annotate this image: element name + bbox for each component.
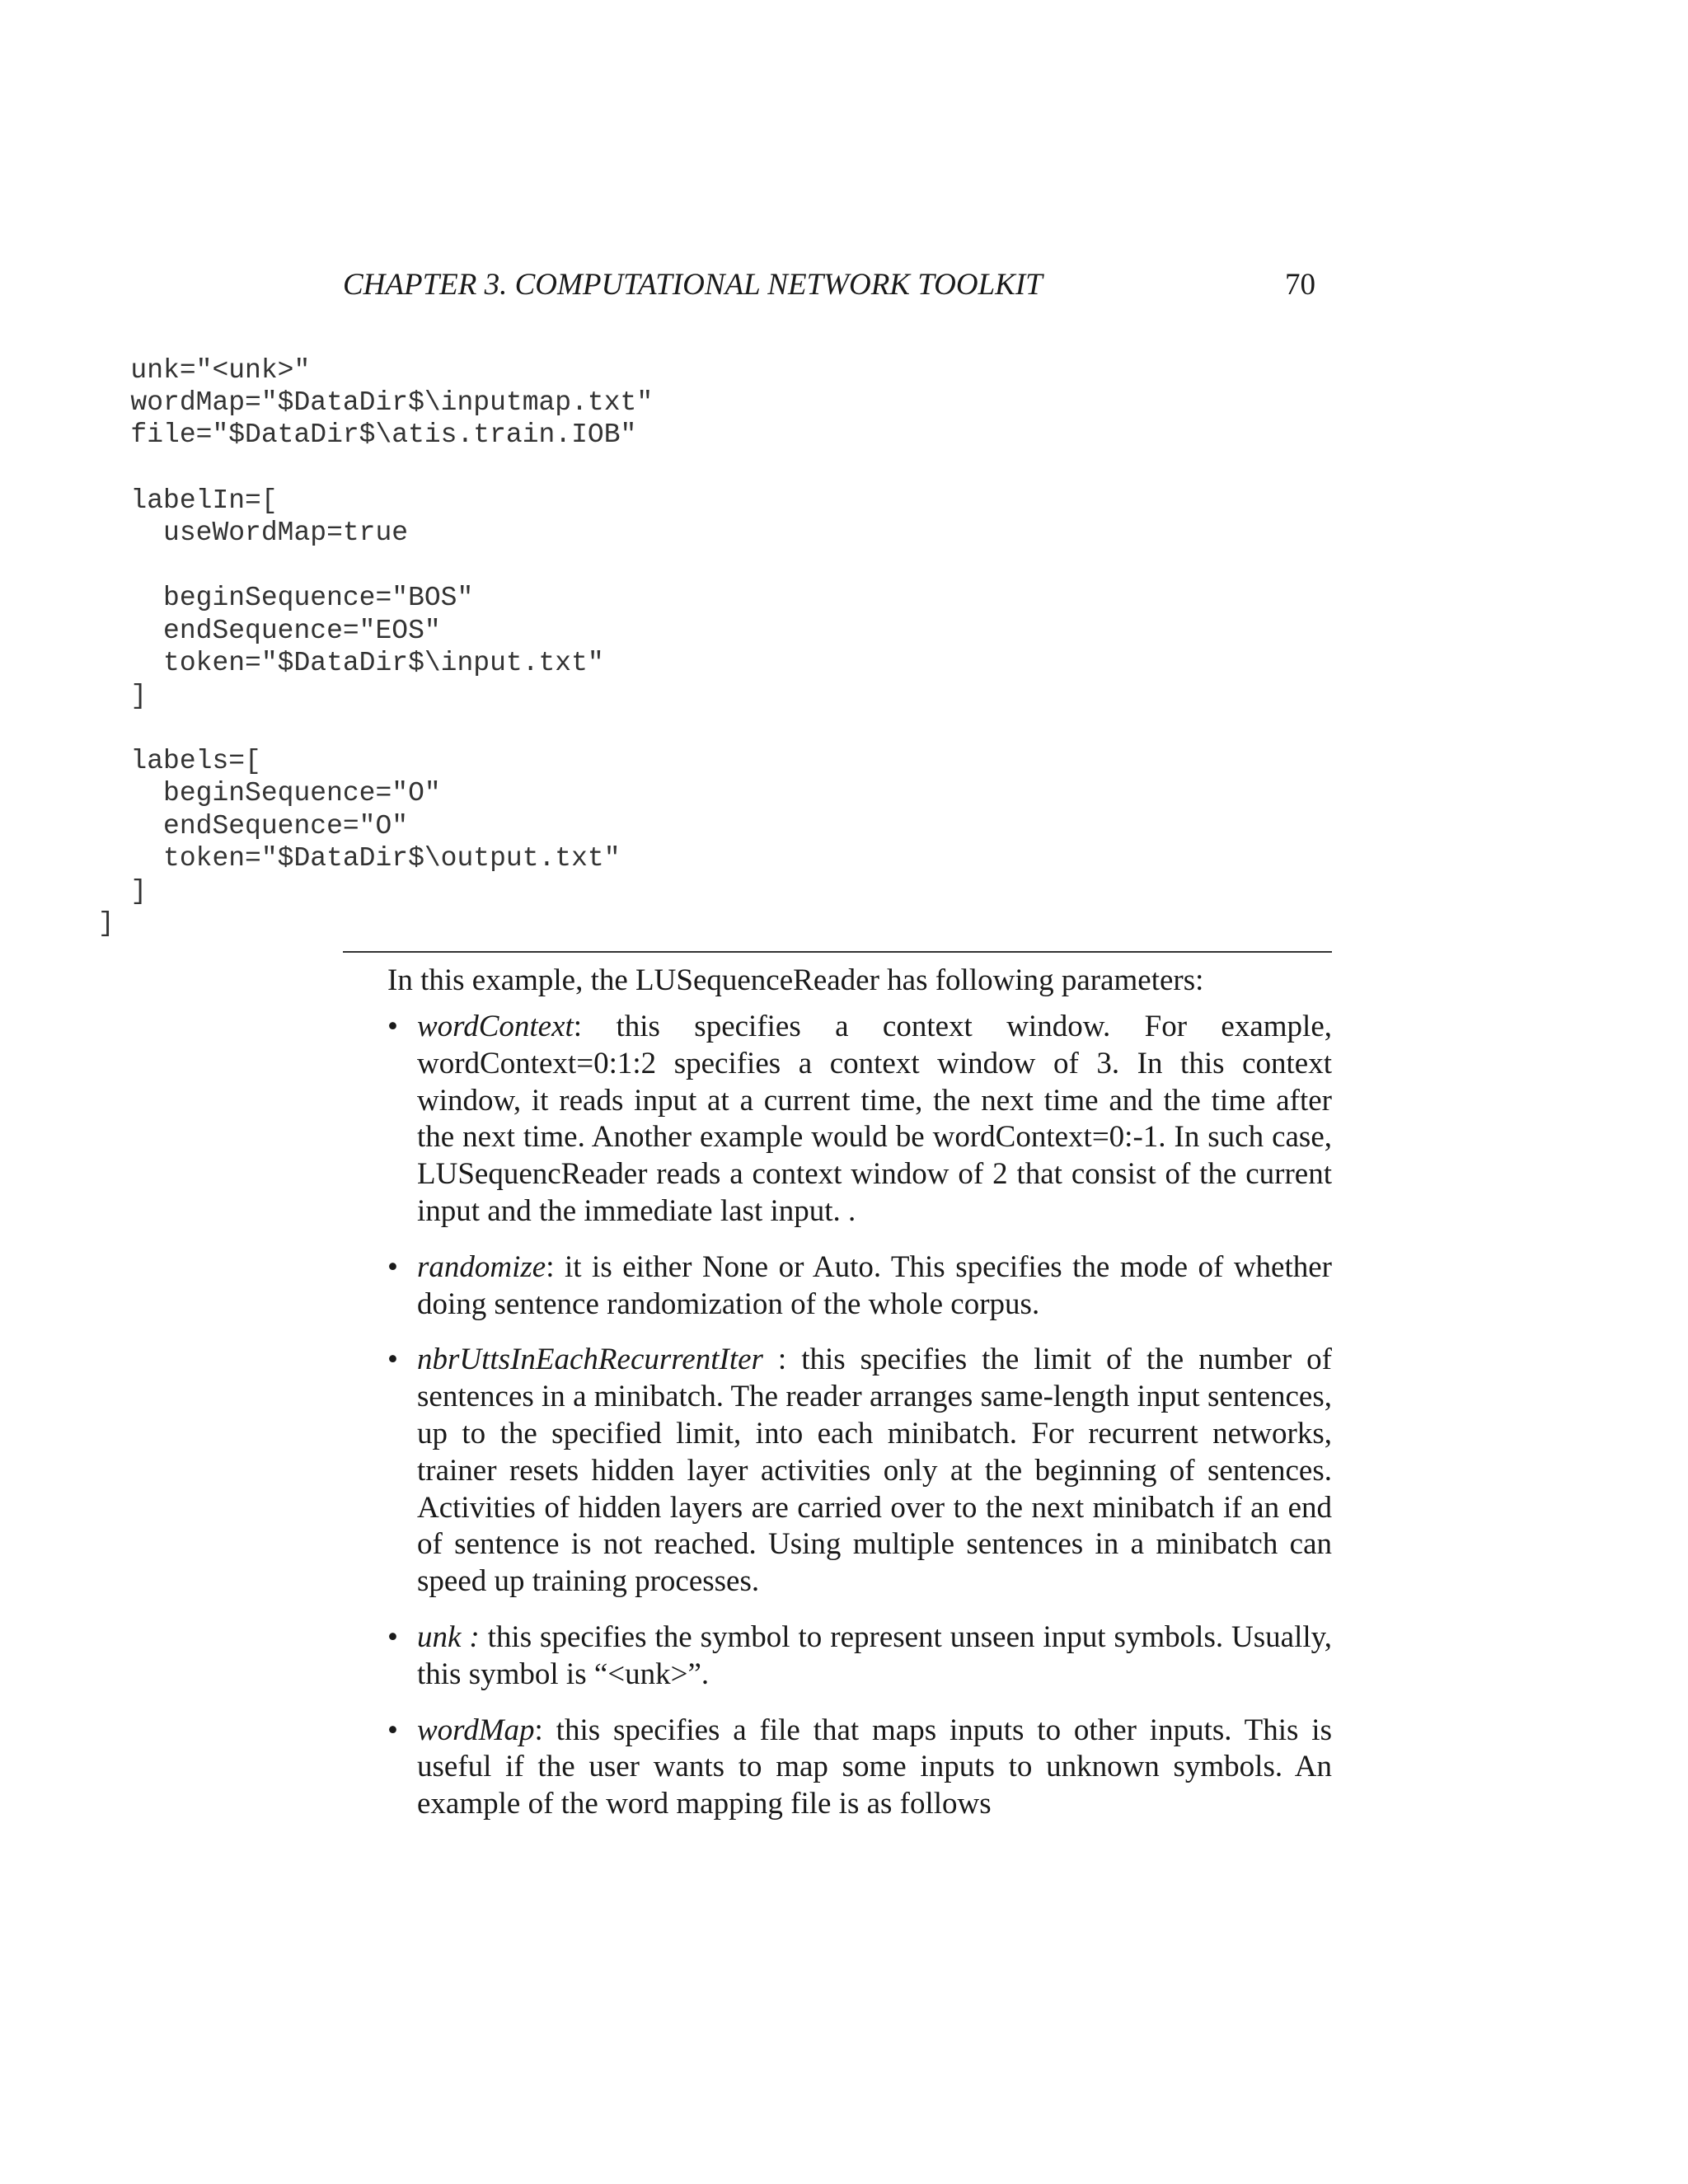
param-item-randomize <box>387 1249 1332 1324</box>
code-line: ] <box>0 681 148 711</box>
code-line: labels=[ <box>0 746 261 776</box>
parameter-list <box>387 1009 1332 1823</box>
code-line: endSequence="O" <box>0 811 409 841</box>
param-term: randomize <box>417 1249 546 1284</box>
param-term: wordContext <box>417 1010 574 1043</box>
param-term: unk : <box>417 1619 480 1654</box>
intro-paragraph: In this example, the LUSequenceReader has following parameters: <box>387 963 1204 997</box>
bullet-icon: • <box>387 1343 398 1377</box>
code-line: useWordMap=true <box>0 518 409 548</box>
code-line: labelIn=[ <box>0 485 278 516</box>
code-line: ] <box>0 876 148 907</box>
bullet-icon: • <box>387 1010 398 1043</box>
param-separator: : <box>546 1249 555 1284</box>
code-line: wordMap="$DataDir$\inputmap.txt" <box>0 387 654 418</box>
param-separator: : <box>762 1343 787 1377</box>
param-item-wordcontext <box>387 1009 1332 1230</box>
param-description: it is either None or Auto. This specifies the mode of whether doing sentence randomization of the whole corpus. <box>417 1249 1332 1321</box>
code-line: token="$DataDir$\output.txt" <box>0 843 621 874</box>
param-description: this specifies a context window. For example, wordContext=0:1:2 specifies a context window of 3. In this context window, it reads input at a current time, the next time and the time after the next time. Another example would be wordContext=0:-1. In such case, LUSequencReader reads a context window of 2 that consist of the current input and the immediate last input. . <box>417 1010 1332 1228</box>
code-line: endSequence="EOS" <box>0 616 441 646</box>
code-end-rule <box>343 951 1332 953</box>
param-description: this specifies the symbol to represent unseen input symbols. Usually, this symbol is “<unk>”. <box>417 1619 1332 1691</box>
code-line: token="$DataDir$\input.txt" <box>0 648 604 678</box>
running-header <box>343 265 1332 305</box>
chapter-title: CHAPTER 3. COMPUTATIONAL NETWORK TOOLKIT <box>343 268 1043 302</box>
param-item-wordmap <box>387 1713 1332 1823</box>
param-item-nbruttsineachrecurrentiter <box>387 1342 1332 1601</box>
param-description: this specifies a file that maps inputs to other inputs. This is useful if the user wants to map some inputs to unknown symbols. An example of the word mapping file is as follows <box>417 1713 1332 1821</box>
bullet-icon: • <box>387 1713 398 1747</box>
param-term: nbrUttsInEachRecurrentIter <box>417 1343 763 1377</box>
param-description: this specifies the limit of the number of sentences in a minibatch. The reader arranges same-length input sentences, up to the specified limit, into each minibatch. For recurrent networks, trainer resets hidden layer activities only at the beginning of sentences. Activities of hidden layers are carried over to the next minibatch if an end of sentence is not reached. Using multiple sentences in a minibatch can speed up training processes. <box>417 1343 1333 1599</box>
param-term: wordMap <box>417 1713 535 1747</box>
page-number: 70 <box>1285 268 1315 302</box>
body-text <box>387 963 1332 1823</box>
param-separator: : <box>573 1010 583 1043</box>
bullet-icon: • <box>387 1619 398 1654</box>
code-listing <box>0 354 1401 939</box>
param-item-unk <box>387 1619 1332 1694</box>
code-line: beginSequence="BOS" <box>0 583 474 613</box>
code-line: beginSequence="O" <box>0 778 441 808</box>
bullet-icon: • <box>387 1249 398 1284</box>
code-line: file="$DataDir$\atis.train.IOB" <box>0 419 637 450</box>
param-separator: : <box>534 1713 543 1747</box>
code-line: ] <box>0 908 115 939</box>
code-line: unk="<unk>" <box>0 355 311 386</box>
